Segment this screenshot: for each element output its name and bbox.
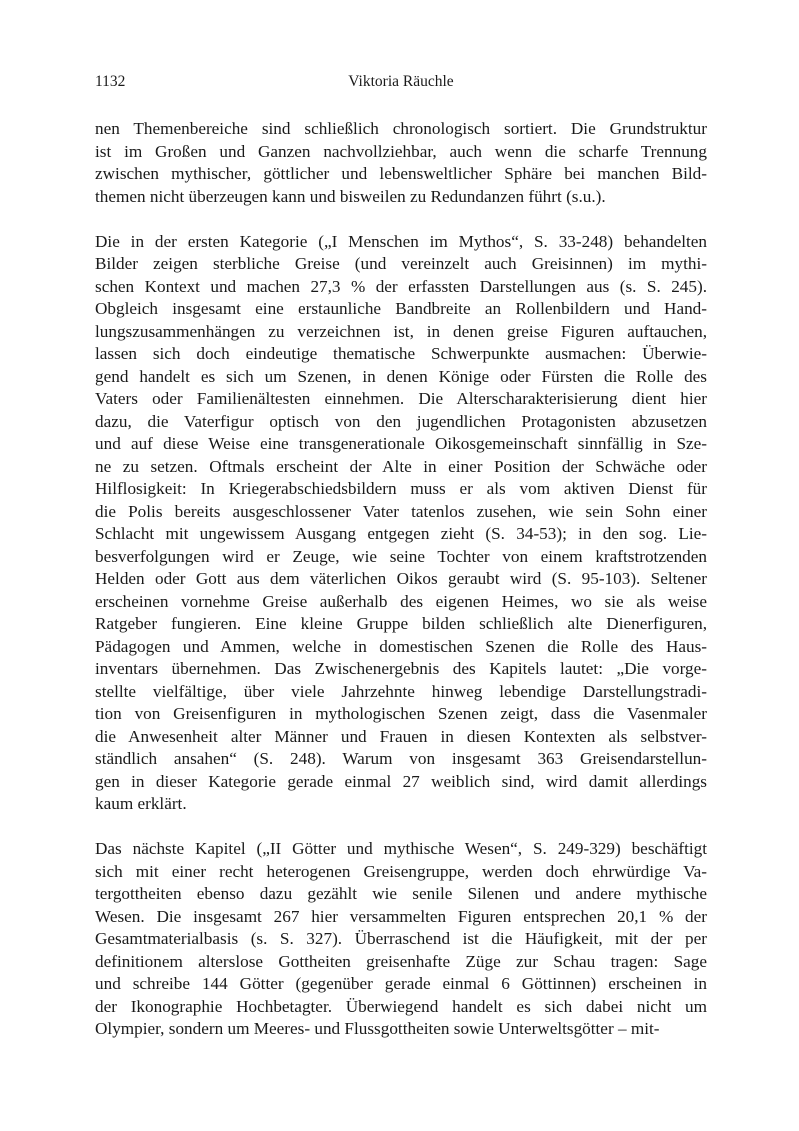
text-line: Pädagogen und Ammen, welche in domestischen Szenen die Rolle des Haus- bbox=[95, 636, 707, 656]
paragraph bbox=[95, 838, 707, 1041]
text-line: Vaters oder Familienältesten einnehmen. Die Alterscharakterisierung dient hier bbox=[95, 389, 707, 408]
text-line: Gesamtmaterialbasis (s. S. 327). Überraschend ist die Häufigkeit, mit der per bbox=[95, 929, 707, 948]
text-line: und auf diese Weise eine transgenerationale Oikosgemeinschaft sinnfällig in Sze- bbox=[95, 434, 707, 453]
text-line: stellte vielfältige, über viele Jahrzehnte hinweg lebendige Darstellungstradi- bbox=[95, 681, 707, 701]
paragraph bbox=[95, 118, 707, 208]
text-line: gen in dieser Kategorie gerade einmal 27 weiblich sind, wird damit allerdings bbox=[95, 771, 707, 791]
text-line: lungszusammenhängen zu verzeichnen ist, in denen greise Figuren auftauchen, bbox=[95, 321, 707, 341]
text-line: besverfolgungen wird er Zeuge, wie seine Tochter von einem kraftstrotzenden bbox=[95, 546, 707, 566]
text-line: ne zu setzen. Oftmals erscheint der Alte in einer Position der Schwäche oder bbox=[95, 456, 707, 476]
text-line: ist im Großen und Ganzen nachvollziehbar, auch wenn die scharfe Trennung bbox=[95, 141, 707, 161]
text-line: dazu, die Vaterfigur optisch von den jugendlichen Protagonisten abzusetzen bbox=[95, 411, 707, 431]
text-line: Wesen. Die insgesamt 267 hier versammelten Figuren entsprechen 20,1 % der bbox=[95, 906, 707, 926]
text-line: kaum erklärt. bbox=[95, 794, 187, 813]
text-line: inventars übernehmen. Das Zwischenergebnis des Kapitels lautet: „Die vorge- bbox=[95, 659, 707, 678]
text-line: erscheinen vornehme Greise außerhalb des eigenen Heimes, wo sie als weise bbox=[95, 591, 707, 611]
text-line: Schlacht mit ungewissem Ausgang entgegen zieht (S. 34-53); in den sog. Lie- bbox=[95, 524, 707, 543]
text-line: tion von Greisenfiguren in mythologischen Szenen zeigt, dass die Vasenmaler bbox=[95, 704, 707, 723]
text-line: Das nächste Kapitel („II Götter und mythische Wesen“, S. 249-329) beschäftigt bbox=[95, 839, 707, 858]
text-line: ständlich ansahen“ (S. 248). Warum von insgesamt 363 Greisendarstellun- bbox=[95, 749, 707, 768]
text-line: der Ikonographie Hochbetagter. Überwiegend handelt es sich dabei nicht um bbox=[95, 996, 707, 1016]
text-line: sich mit einer recht heterogenen Greisengruppe, werden doch ehrwürdige Va- bbox=[95, 861, 707, 881]
text-line: Hilflosigkeit: In Kriegerabschiedsbildern muss er als vom aktiven Dienst für bbox=[95, 479, 707, 498]
running-head bbox=[95, 70, 707, 94]
text-line: nen Themenbereiche sind schließlich chronologisch sortiert. Die Grundstruktur bbox=[95, 119, 707, 138]
paragraph bbox=[95, 231, 707, 816]
text-line: definitionem alterslose Gottheiten greisenhafte Züge zur Schau tragen: Sage bbox=[95, 951, 707, 971]
body-text bbox=[95, 118, 707, 1063]
page-number: 1132 bbox=[95, 73, 126, 90]
text-line: Olympier, sondern um Meeres- und Flussgottheiten sowie Unterweltsgötter – mit- bbox=[95, 1019, 660, 1038]
text-line: Bilder zeigen sterbliche Greise (und vereinzelt auch Greisinnen) im mythi- bbox=[95, 254, 707, 273]
text-line: Ratgeber fungieren. Eine kleine Gruppe bilden schließlich alte Dienerfiguren, bbox=[95, 614, 707, 633]
text-line: tergottheiten ebenso dazu gezählt wie senile Silenen und andere mythische bbox=[95, 884, 707, 903]
text-line: gend handelt es sich um Szenen, in denen Könige oder Fürsten die Rolle des bbox=[95, 366, 707, 386]
running-head-author: Viktoria Räuchle bbox=[348, 73, 454, 90]
text-line: Helden oder Gott aus dem väterlichen Oikos geraubt wird (S. 95-103). Seltener bbox=[95, 569, 707, 588]
text-line: Die in der ersten Kategorie („I Menschen im Mythos“, S. 33-248) behandelten bbox=[95, 231, 707, 251]
text-line: Obgleich insgesamt eine erstaunliche Bandbreite an Rollenbildern und Hand- bbox=[95, 299, 707, 318]
text-line: zwischen mythischer, göttlicher und lebensweltlicher Sphäre bei manchen Bild- bbox=[95, 164, 707, 183]
text-line: die Anwesenheit alter Männer und Frauen in diesen Kontexten als selbstver- bbox=[95, 726, 707, 746]
text-line: schen Kontext und machen 27,3 % der erfassten Darstellungen aus (s. S. 245). bbox=[95, 276, 707, 296]
text-line: und schreibe 144 Götter (gegenüber gerade einmal 6 Göttinnen) erscheinen in bbox=[95, 974, 707, 993]
text-line: themen nicht überzeugen kann und bisweilen zu Redundanzen führt (s.u.). bbox=[95, 186, 606, 206]
text-line: die Polis bereits ausgeschlossener Vater tatenlos zusehen, wie sein Sohn einer bbox=[95, 501, 707, 521]
text-line: lassen sich doch eindeutige thematische Schwerpunkte ausmachen: Überwie- bbox=[95, 344, 707, 363]
